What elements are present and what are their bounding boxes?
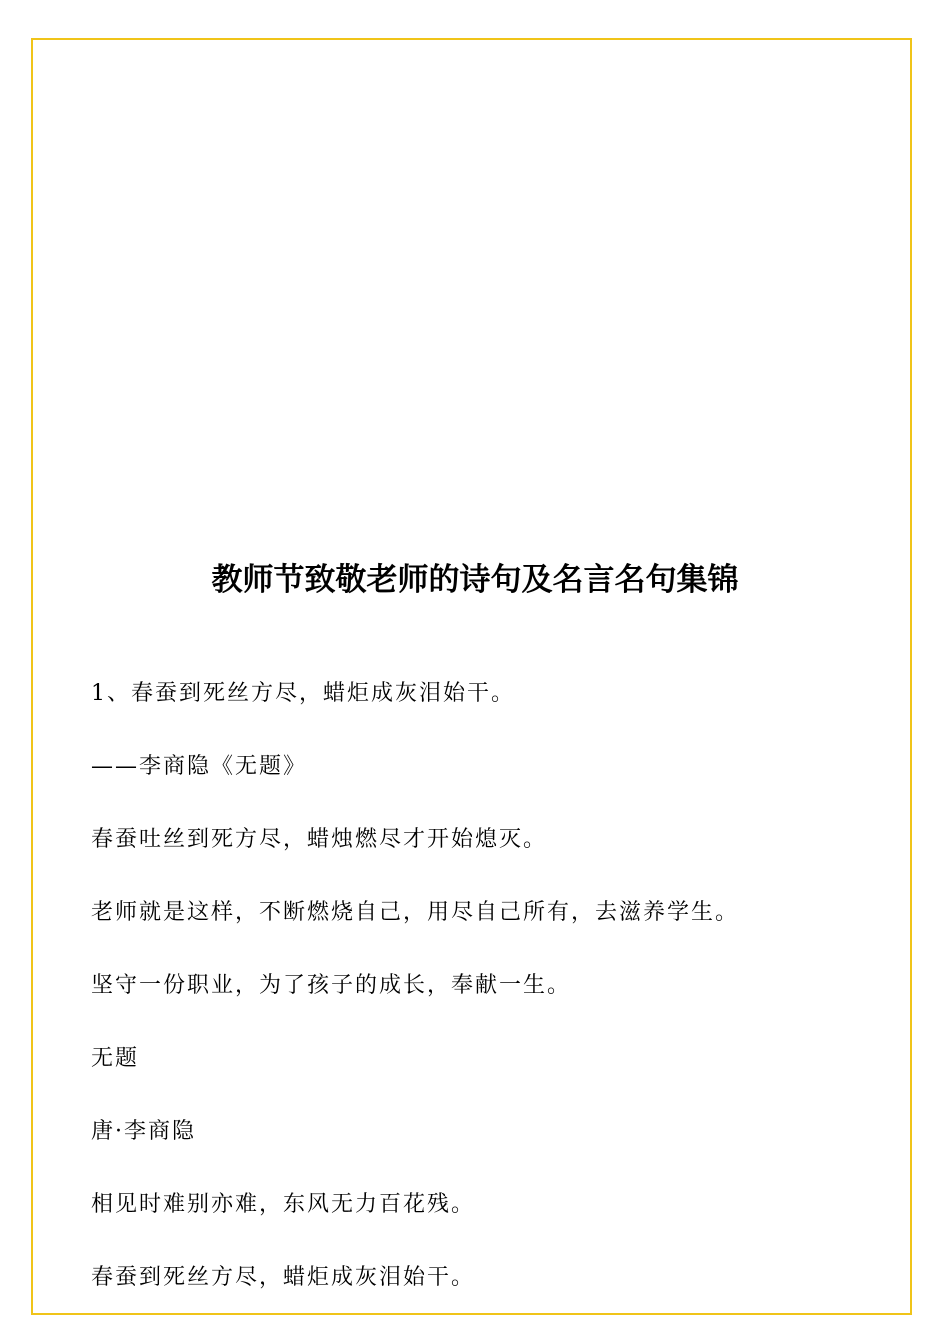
body-line-4: 老师就是这样，不断燃烧自己，用尽自己所有，去滋养学生。	[91, 900, 740, 925]
document-title: 教师节致敬老师的诗句及名言名句集锦	[211, 562, 739, 598]
body-line-1: 1、春蚕到死丝方尽，蜡炬成灰泪始干。	[91, 681, 515, 706]
body-line-3: 春蚕吐丝到死方尽，蜡烛燃尽才开始熄灭。	[91, 827, 548, 852]
body-line-7: 唐·李商隐	[91, 1119, 196, 1144]
body-line-2: ——李商隐《无题》	[91, 754, 308, 779]
document-body	[91, 676, 739, 1333]
body-line-8: 相见时难别亦难，东风无力百花残。	[91, 1192, 476, 1217]
body-line-6: 无题	[91, 1046, 140, 1071]
body-line-9: 春蚕到死丝方尽，蜡炬成灰泪始干。	[91, 1265, 476, 1290]
body-line-5: 坚守一份职业，为了孩子的成长，奉献一生。	[91, 973, 572, 998]
